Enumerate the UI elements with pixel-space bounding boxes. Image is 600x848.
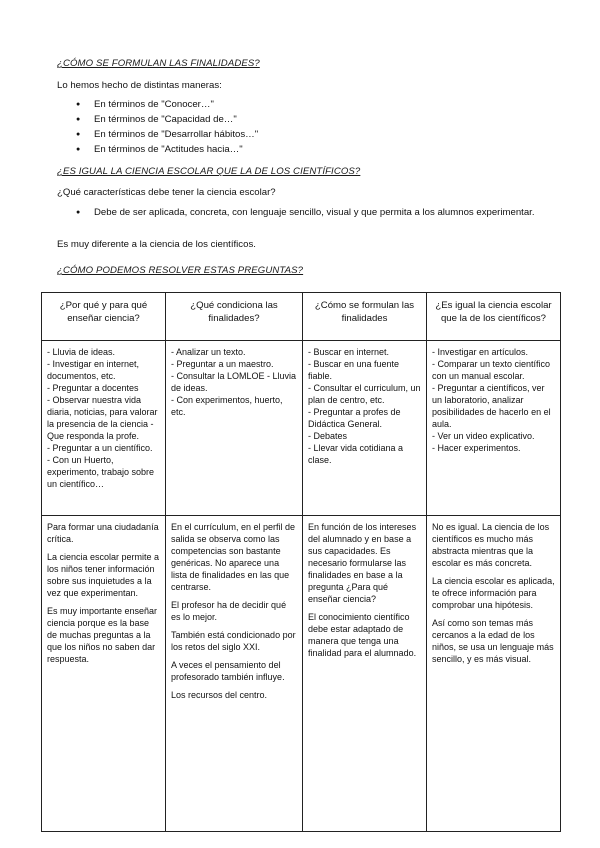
cell-line: - Ver un video explicativo.: [432, 431, 535, 441]
cell-paragraph: La ciencia escolar es aplicada, te ofrece información para comprobar una hipótesis.: [432, 576, 555, 610]
methods-cell: [42, 341, 166, 516]
list-item: ● En términos de "Conocer…": [57, 97, 547, 112]
cell-line: - Con experimentos, huerto, etc.: [171, 395, 283, 417]
cell-paragraph: A veces el pensamiento del profesorado también influye.: [171, 660, 285, 682]
cell-paragraph: Los recursos del centro.: [171, 690, 268, 700]
cell-line: - Buscar en internet.: [308, 347, 390, 357]
cell-paragraph: La ciencia escolar permite a los niños tener información sobre sus inquietudes a la vez que experimentan.: [47, 552, 160, 598]
cell-paragraph: En función de los intereses del alumnado y en base a sus capacidades. Es necesario formularse las finalidades en base a la pregunta ¿Para qué enseñar ciencia?: [308, 522, 417, 604]
cell-paragraph: El conocimiento científico debe estar adaptado de manera que tenga una finalidad para el alumnado.: [308, 612, 417, 658]
cell-paragraph: El profesor ha de decidir qué es lo mejor.: [171, 600, 287, 622]
cell-line: - Hacer experimentos.: [432, 443, 521, 453]
characteristics-list: [57, 205, 541, 220]
cell-line: - Investigar en internet, documentos, etc.: [47, 359, 140, 381]
cell-paragraph: También está condicionado por los retos del siglo XXI.: [171, 630, 296, 652]
cell-line: - Con un Huerto, experimento, trabajo sobre un científico…: [47, 455, 155, 489]
table-row-answers: [42, 516, 561, 832]
section-heading-ciencia-escolar: ¿ES IGUAL LA CIENCIA ESCOLAR QUE LA DE LOS CIENTÍFICOS?: [57, 166, 361, 177]
question-text: ¿Qué características debe tener la ciencia escolar?: [57, 187, 276, 198]
header-cell: ¿Qué condiciona las finalidades?: [166, 293, 303, 341]
finalidades-list: [57, 97, 547, 157]
methods-cell: [427, 341, 561, 516]
list-item: ● Debe de ser aplicada, concreta, con lenguaje sencillo, visual y que permita a los alumnos experimentar.: [57, 205, 541, 220]
cell-line: - Buscar en una fuente fiable.: [308, 359, 400, 381]
cell-line: - Consultar la LOMLOE - Lluvia de ideas.: [171, 371, 297, 393]
cell-line: - Preguntar a científicos, ver un laboratorio, analizar posibilidades de hacerlo en el aula.: [432, 383, 551, 429]
cell-paragraph: En el currículum, en el perfil de salida se observa como las competencias son bastante genéricas. No aparece una lista de finalidades en las que centrarse.: [171, 522, 296, 592]
cell-paragraph: Así como son temas más cercanos a la edad de los niños, se usa un lenguaje más sencillo, y es más visual.: [432, 618, 554, 664]
answer-cell: [166, 516, 303, 832]
table-row-methods: [42, 341, 561, 516]
answer-cell: [303, 516, 427, 832]
answer-cell: [42, 516, 166, 832]
summary-table: [41, 292, 561, 832]
answer-cell: [427, 516, 561, 832]
section-heading-resolver: ¿CÓMO PODEMOS RESOLVER ESTAS PREGUNTAS?: [57, 265, 304, 276]
table-header-row: [42, 293, 561, 341]
header-cell: ¿Por qué y para qué enseñar ciencia?: [42, 293, 166, 341]
cell-line: - Preguntar a profes de Didáctica General.: [308, 407, 401, 429]
cell-line: - Analizar un texto.: [171, 347, 246, 357]
header-cell: ¿Es igual la ciencia escolar que la de los científicos?: [427, 293, 561, 341]
list-item: ● En términos de "Desarrollar hábitos…": [57, 127, 547, 142]
cell-line: - Preguntar a docentes: [47, 383, 139, 393]
list-item: ● En términos de "Capacidad de…": [57, 112, 547, 127]
intro-text: Lo hemos hecho de distintas maneras:: [57, 80, 222, 91]
methods-cell: [166, 341, 303, 516]
cell-line: - Observar nuestra vida diaria, noticias, para valorar la presencia de la ciencia - Que responda la profe.: [47, 395, 158, 441]
cell-line: - Consultar el curriculum, un plan de centro, etc.: [308, 383, 421, 405]
cell-line: - Investigar en artículos.: [432, 347, 529, 357]
cell-line: - Debates: [308, 431, 348, 441]
cell-line: - Preguntar a un maestro.: [171, 359, 274, 369]
header-cell: ¿Cómo se formulan las finalidades: [303, 293, 427, 341]
cell-line: - Preguntar a un científico.: [47, 443, 153, 453]
list-item: ● En términos de "Actitudes hacia…": [57, 142, 547, 157]
cell-paragraph: No es igual. La ciencia de los científicos es mucho más abstracta mientras que la escolar es más concreta.: [432, 522, 550, 568]
section-heading-finalidades: ¿CÓMO SE FORMULAN LAS FINALIDADES?: [57, 58, 260, 69]
methods-cell: [303, 341, 427, 516]
cell-paragraph: Es muy importante enseñar ciencia porque es la base de muchas preguntas a la que los niños no saben dar respuesta.: [47, 606, 158, 664]
cell-line: - Comparar un texto científico con un manual escolar.: [432, 359, 551, 381]
cell-line: - Llevar vida cotidiana a clase.: [308, 443, 404, 465]
cell-paragraph: Para formar una ciudadanía crítica.: [47, 522, 159, 544]
conclusion-text: Es muy diferente a la ciencia de los científicos.: [57, 239, 256, 250]
cell-line: - Lluvia de ideas.: [47, 347, 116, 357]
